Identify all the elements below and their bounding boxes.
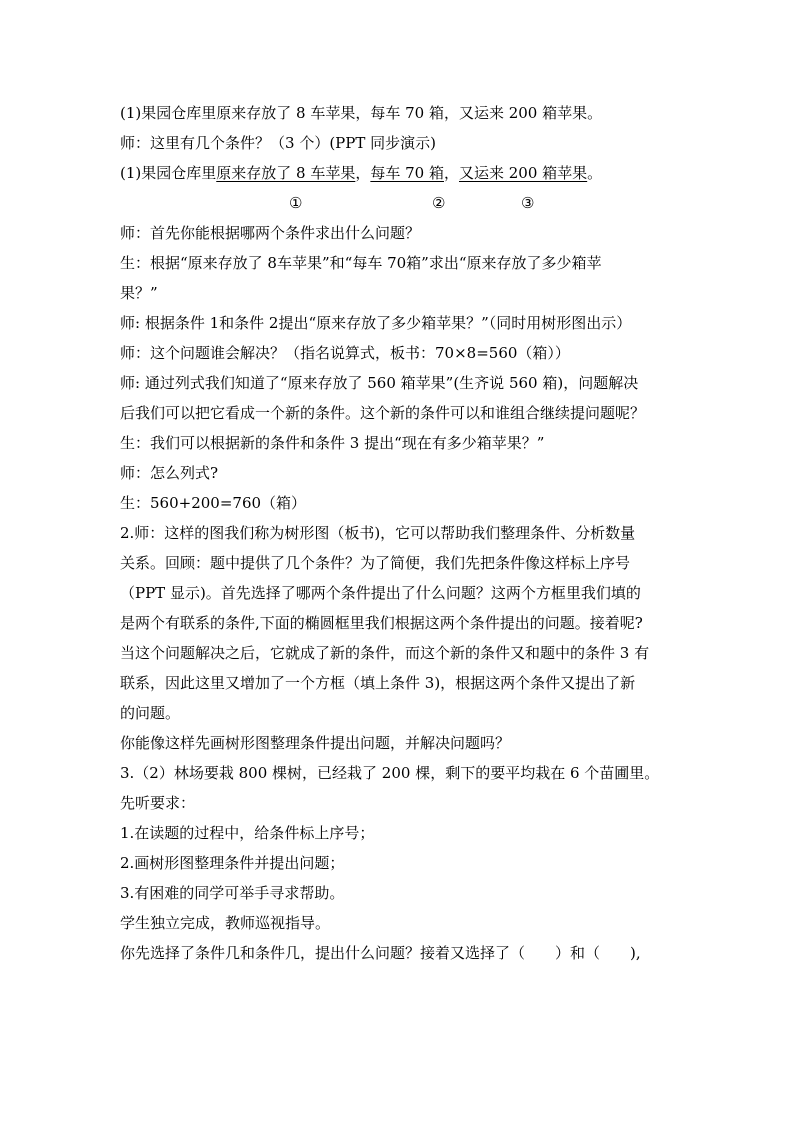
text-line: (1)果园仓库里原来存放了 8 车苹果，每车 70 箱，又运来 200 箱苹果。 bbox=[120, 104, 603, 122]
text-line: 2.画树形图整理条件并提出问题； bbox=[120, 854, 345, 872]
text-line: 你先选择了条件几和条件几，提出什么问题？接着又选择了（ ）和（ ), bbox=[120, 944, 641, 962]
marker-3: ③ bbox=[521, 194, 535, 212]
marker-1: ① bbox=[289, 194, 303, 212]
condition-1: 原来存放了 8 车苹果 bbox=[216, 164, 356, 182]
underlined-conditions-line bbox=[120, 158, 676, 188]
text-line: 师: 根据条件 1和条件 2提出“原来存放了多少箱苹果？”（同时用树形图出示） bbox=[120, 314, 632, 332]
text-line: 是两个有联系的条件,下面的椭圆框里我们根据这两个条件提出的问题。接着呢? bbox=[120, 614, 643, 632]
text-line: 关系。回顾：题中提供了几个条件？为了简便，我们先把条件像这样标上序号 bbox=[120, 554, 631, 572]
text-line: 果？” bbox=[120, 284, 158, 302]
condition-2: 每车 70 箱 bbox=[370, 164, 444, 182]
text-line: 师: 通过列式我们知道了“原来存放了 560 箱苹果”(生齐说 560 箱)，问题解决 bbox=[120, 374, 639, 392]
text-line: 联系，因此这里又增加了一个方框（填上条件 3)，根据这两个条件又提出了新 bbox=[120, 674, 636, 692]
text-line: 师：首先你能根据哪两个条件求出什么问题？ bbox=[120, 224, 421, 242]
text-line: 3.（2）林场要栽 800 棵树，已经栽了 200 棵，剩下的要平均栽在 6 个苗圃里。 bbox=[120, 764, 660, 782]
text-line: 1.在读题的过程中，给条件标上序号； bbox=[120, 824, 375, 842]
separator: ， bbox=[443, 164, 459, 182]
text-line: （PPT 显示)。首先选择了哪两个条件提出了什么问题？这两个方框里我们填的 bbox=[120, 584, 641, 602]
condition-3: 又运来 200 箱苹果 bbox=[459, 164, 588, 182]
line-prefix: (1)果园仓库里 bbox=[120, 164, 217, 182]
text-line: 生：我们可以根据新的条件和条件 3 提出“现在有多少箱苹果？” bbox=[120, 434, 545, 452]
text-line: 你能像这样先画树形图整理条件提出问题，并解决问题吗？ bbox=[120, 734, 511, 752]
text-line: 当这个问题解决之后，它就成了新的条件，而这个新的条件又和题中的条件 3 有 bbox=[120, 644, 650, 662]
separator: ， bbox=[355, 164, 371, 182]
text-line: 学生独立完成，教师巡视指导。 bbox=[120, 914, 331, 932]
marker-2: ② bbox=[432, 194, 446, 212]
text-line: 师：这里有几个条件？（3 个）(PPT 同步演示) bbox=[120, 134, 436, 152]
text-line: 2.师：这样的图我们称为树形图（板书)，它可以帮助我们整理条件、分析数量 bbox=[120, 524, 636, 542]
text-line: 3.有困难的同学可举手寻求帮助。 bbox=[120, 884, 345, 902]
text-line: 先听要求： bbox=[120, 794, 196, 812]
text-line: 的问题。 bbox=[120, 704, 181, 722]
text-line: 生：根据“原来存放了 8车苹果”和“每车 70箱”求出“原来存放了多少箱苹 bbox=[120, 254, 602, 272]
condition-markers bbox=[120, 188, 676, 218]
line-suffix: 。 bbox=[587, 164, 603, 182]
text-line: 后我们可以把它看成一个新的条件。这个新的条件可以和谁组合继续提问题呢？ bbox=[120, 404, 646, 422]
document-body bbox=[120, 98, 676, 968]
text-line: 师：怎么列式? bbox=[120, 464, 219, 482]
text-line: 生：560+200=760（箱） bbox=[120, 494, 307, 512]
text-line: 师：这个问题谁会解决？（指名说算式，板书：70×8=560（箱）） bbox=[120, 344, 570, 362]
